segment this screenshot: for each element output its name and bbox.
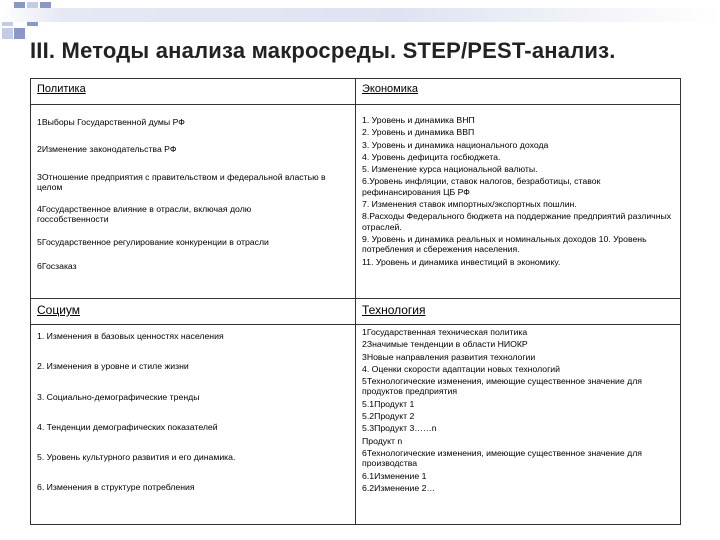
title-band <box>0 8 720 22</box>
list-item: 1Выборы Государственной думы РФ <box>37 117 185 127</box>
list-item: 1Государственная техническая политика <box>362 327 528 337</box>
list-item: 1. Изменения в базовых ценностях населения <box>37 331 224 341</box>
list-item: 5.1Продукт 1 <box>362 398 415 409</box>
politics-cell <box>31 105 356 299</box>
decor-square <box>14 28 25 39</box>
list-item: 2. Уровень и динамика ВВП <box>362 127 475 138</box>
list-item: 1. Уровень и динамика ВНП <box>362 115 475 125</box>
list-item: 2Изменение законодательства РФ <box>37 144 177 155</box>
list-item: 8.Расходы Федерального бюджета на поддержание предприятий различных отраслей. <box>362 211 672 232</box>
list-item: 2. Изменения в уровне и стиле жизни <box>37 361 189 372</box>
list-item: 5Государственное регулирование конкуренции в отрасли <box>37 236 269 247</box>
list-item: 6.2Изменение 2… <box>362 482 436 493</box>
list-item: 6Госзаказ <box>37 261 77 272</box>
list-item: 3Отношение предприятия с правительством и федеральной властью в целом <box>37 171 326 192</box>
list-item: 5.2Продукт 2 <box>362 411 415 422</box>
page-title: III. Методы анализа макросреды. STEP/PEST-анализ. <box>30 38 616 63</box>
list-item: 3Новые направления развития технологии <box>362 351 536 362</box>
list-item: 6. Изменения в структуре потребления <box>37 482 195 493</box>
list-item: 5Технологические изменения, имеющие существенное значение для продуктов предприятия <box>362 376 642 397</box>
technology-cell <box>356 325 681 525</box>
list-item: 6.1Изменение 1 <box>362 470 427 481</box>
decor-square <box>2 28 13 39</box>
list-item: Продукт n <box>362 435 403 446</box>
list-item: 2Значимые тенденции в области НИОКР <box>362 339 528 350</box>
list-item: 4Государственное влияние в отрасли, включая долю госсобственности <box>37 204 252 225</box>
list-item: 7. Изменения ставок импортных/экспортных пошлин. <box>362 199 577 210</box>
list-item: 11. Уровень и динамика инвестиций в экономику. <box>362 256 561 267</box>
list-item: 9. Уровень и динамика реальных и номинальных доходов 10. Уровень потребления и сбережения населения. <box>362 233 647 255</box>
list-item: 3. Социально-демографические тренды <box>37 391 200 402</box>
list-item: 5.3Продукт 3……n <box>362 423 437 434</box>
list-item: 3. Уровень и динамика национального дохода <box>362 139 549 150</box>
pest-table <box>30 78 681 525</box>
economy-header: Экономика <box>356 79 681 105</box>
society-header: Социум <box>31 299 356 325</box>
list-item: 5. Изменение курса национальной валюты. <box>362 164 538 175</box>
politics-header: Политика <box>31 79 356 105</box>
economy-cell <box>356 105 681 299</box>
technology-header: Технология <box>356 299 681 325</box>
list-item: 6Технологические изменения, имеющие существенное значение для производства <box>362 447 642 469</box>
list-item: 4. Оценки скорости адаптации новых технологий <box>362 363 560 374</box>
society-cell <box>31 325 356 525</box>
list-item: 5. Уровень культурного развития и его динамика. <box>37 452 236 463</box>
list-item: 6.Уровень инфляции, ставок налогов, безработицы, ставок рефинансирования ЦБ РФ <box>362 176 601 197</box>
list-item: 4. Тенденции демографических показателей <box>37 421 218 432</box>
list-item: 4. Уровень дефицита госбюджета. <box>362 151 501 162</box>
